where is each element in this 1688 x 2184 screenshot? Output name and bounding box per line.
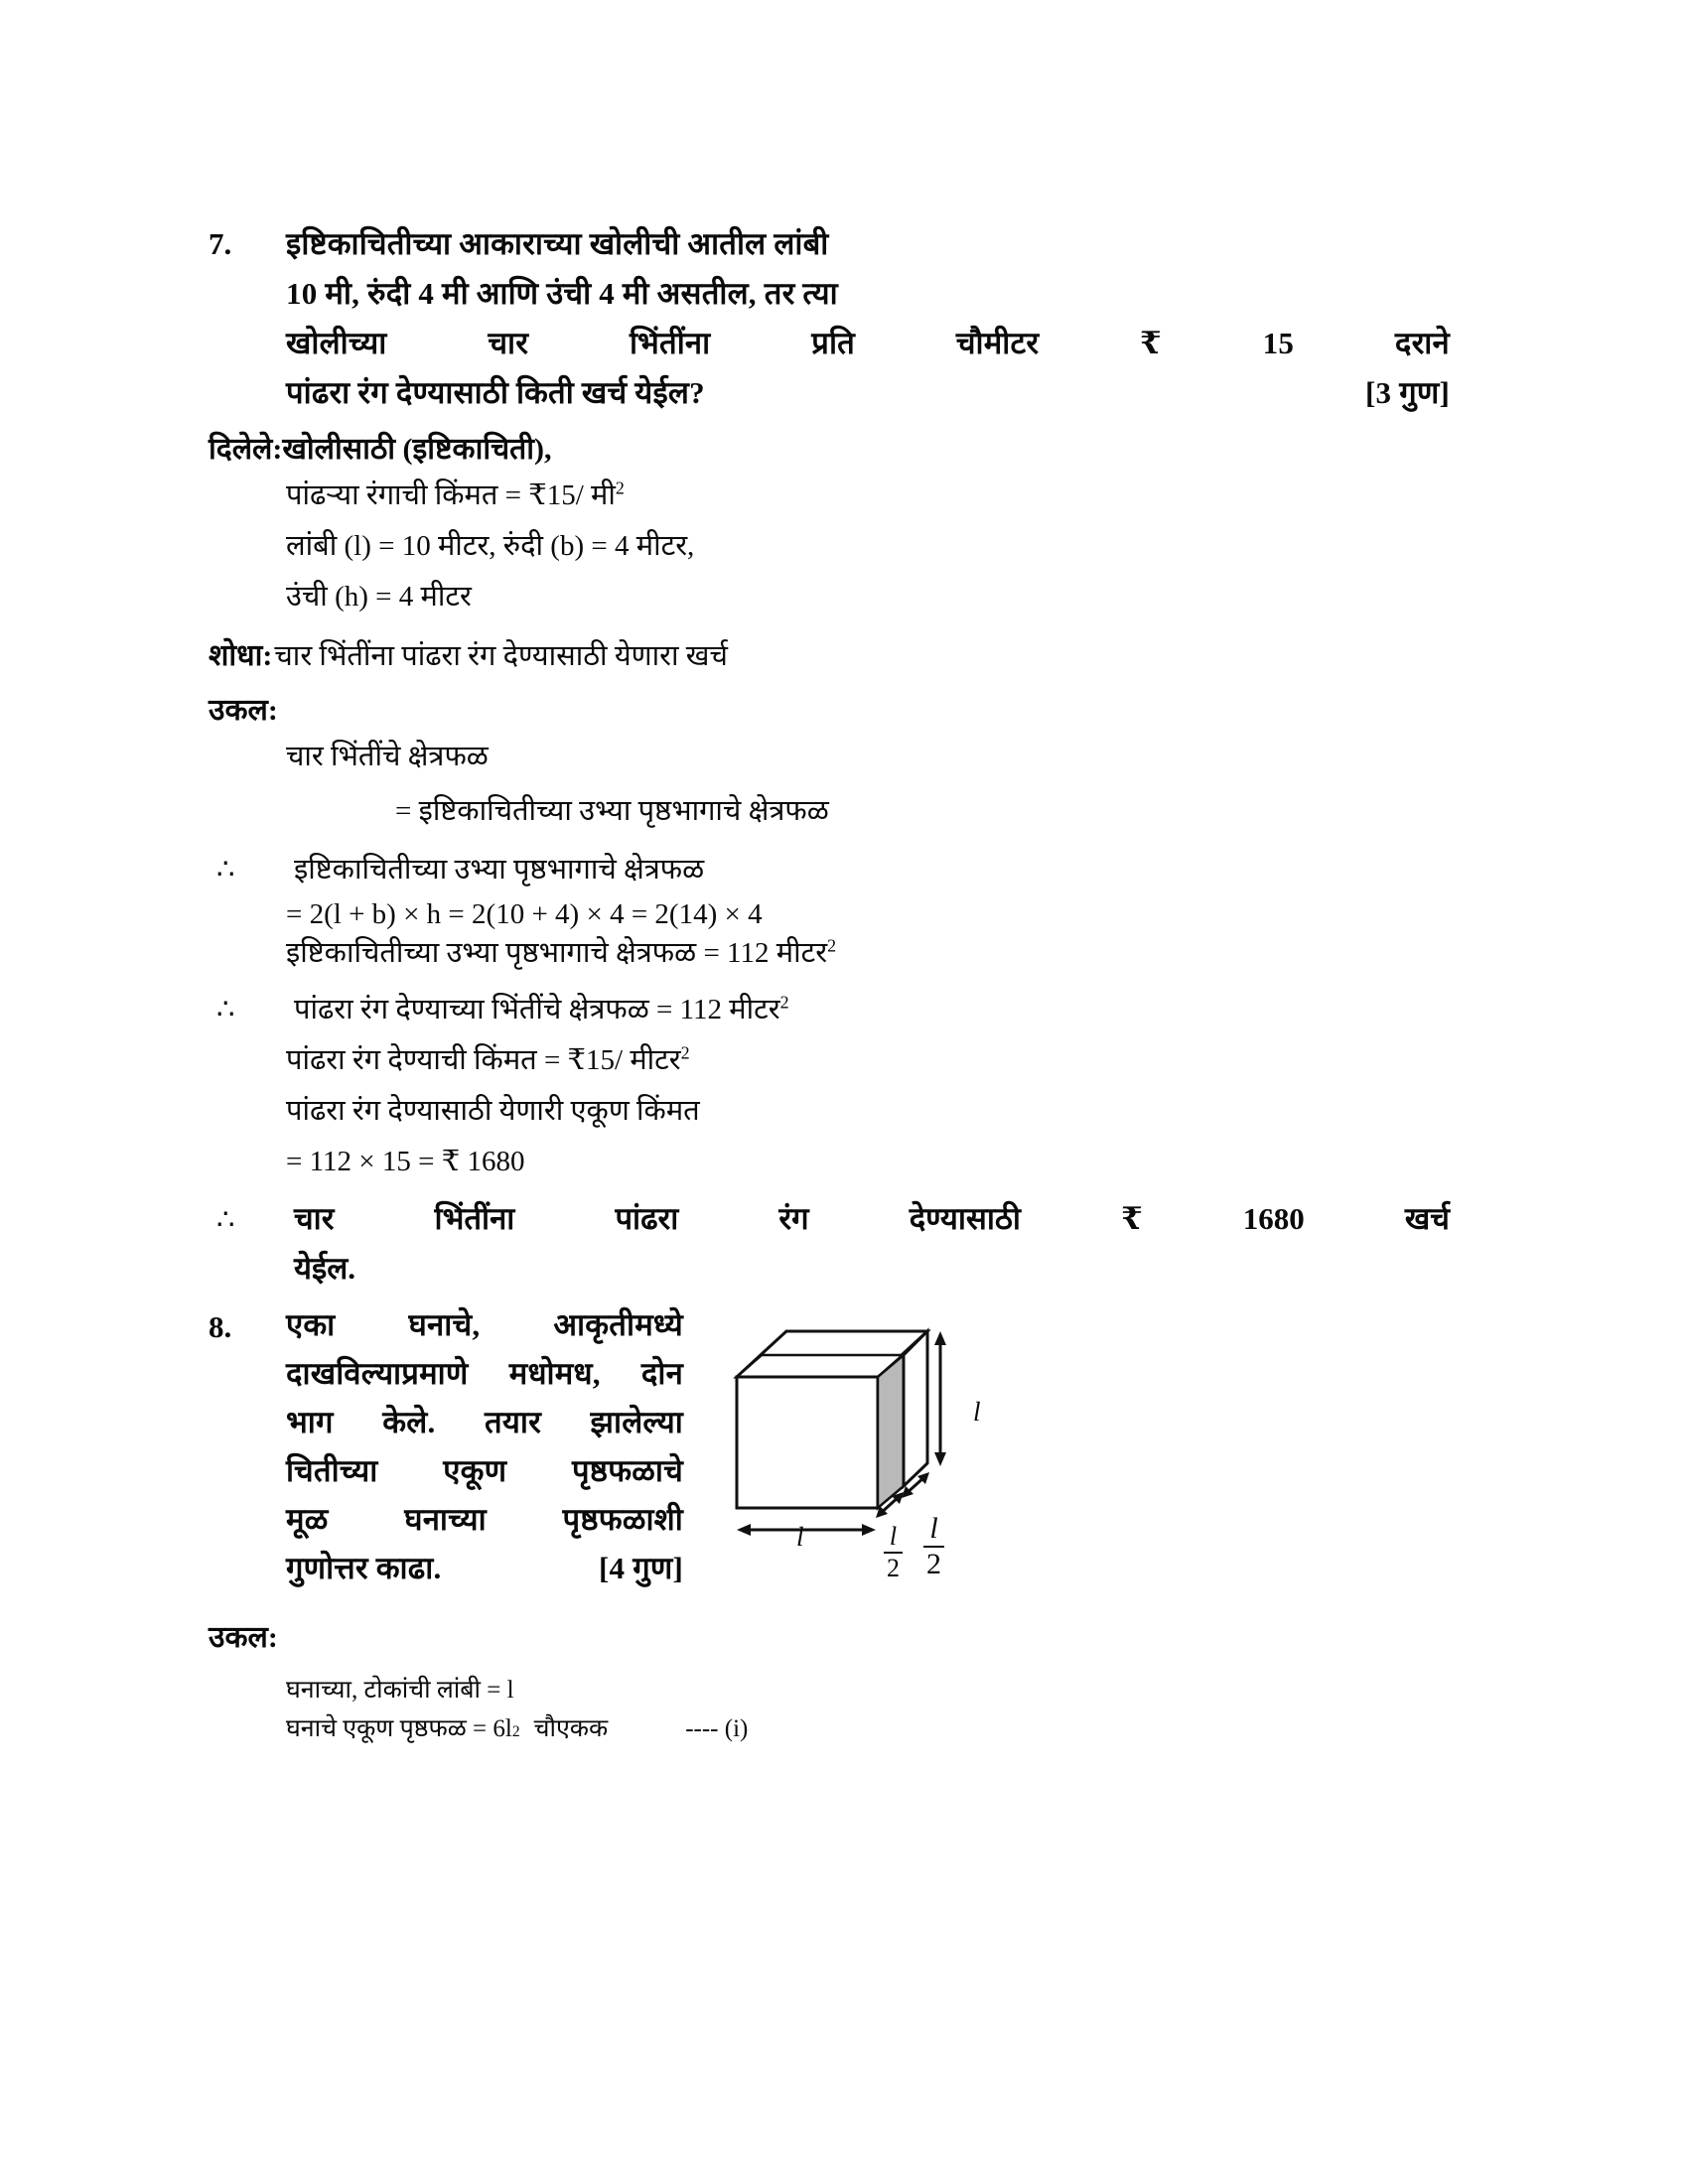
question-8-number: 8. — [209, 1309, 232, 1344]
concl-w8: खर्च — [1404, 1201, 1450, 1236]
given-item-price-text: पांढऱ्या रंगाची किंमत = ₹15/ मी — [286, 479, 616, 511]
solution-step-6-text: पांढरा रंग देण्याच्या भिंतींचे क्षेत्रफळ = 112 मीटर — [294, 994, 780, 1025]
q7-l3-w5: चौमीटर — [955, 326, 1040, 360]
question-8-line-1 — [286, 1309, 683, 1340]
solution-step-6-row — [209, 992, 1450, 1046]
given-label: दिलेले: — [209, 433, 283, 466]
q8-l4-w3: पृष्ठफळाचे — [571, 1453, 683, 1488]
concl-w6: ₹ — [1121, 1201, 1143, 1236]
given-header — [209, 427, 1450, 468]
solution-step-6-body — [294, 992, 1450, 1046]
solution-step-8: पांढरा रंग देण्यासाठी येणारी एकूण किंमत — [286, 1095, 700, 1127]
question-8-text — [286, 1309, 683, 1601]
q8-l2-w2: मधोमध, — [508, 1356, 601, 1391]
concl-w3: पांढरा — [615, 1201, 679, 1236]
q8-l4-w2: एकूण — [443, 1453, 507, 1488]
conclusion-row-7 — [209, 1202, 1450, 1284]
q8-l1-w1: एका — [286, 1307, 336, 1342]
concl-w4: रंग — [778, 1201, 809, 1236]
solution-step-3: इष्टिकाचितीच्या उभ्या पृष्ठभागाचे क्षेत्रफळ — [294, 854, 705, 886]
concl-w5: देण्यासाठी — [909, 1201, 1021, 1236]
given-item-length-breadth: लांबी (l) = 10 मीटर, रुंदी (b) = 4 मीटर, — [286, 530, 695, 562]
concl-w1: चार — [294, 1201, 335, 1236]
solution-step-7 — [286, 1042, 1450, 1076]
therefore-symbol-3: ∴ — [216, 1204, 235, 1236]
q8-l4-w1: चितीच्या — [286, 1453, 378, 1488]
therefore-symbol-2: ∴ — [216, 994, 235, 1025]
cube-depth-right-num: l — [929, 1512, 938, 1545]
cube-width-label: l — [796, 1522, 804, 1552]
question-7-line-4-text: पांढरा रंग देण्यासाठी किती खर्च येईल? — [286, 375, 705, 410]
question-7-line-1: इष्टिकाचितीच्या आकाराच्या खोलीची आतील लांबी — [286, 226, 829, 261]
cube-depth-left-den: 2 — [887, 1554, 900, 1582]
question-7-line-3 — [286, 328, 1450, 358]
solution-step-7-text: पांढरा रंग देण्याची किंमत = ₹15/ मीटर — [286, 1044, 681, 1076]
question-8-line-3 — [286, 1407, 683, 1437]
cube-depth-right-den: 2 — [926, 1548, 941, 1580]
question-7-line-2: 10 मी, रुंदी 4 मी आणि उंची 4 मी असतील, तर त्या — [286, 276, 838, 311]
solution-8-reference: ---- (i) — [685, 1715, 749, 1742]
q8-l3-w1: भाग — [286, 1405, 334, 1439]
question-8-line-5 — [286, 1504, 683, 1535]
q8-l5-w3: पृष्ठफळाशी — [562, 1502, 683, 1537]
solution-step-2: = इष्टिकाचितीच्या उभ्या पृष्ठभागाचे क्षेत्रफळ — [395, 795, 829, 827]
cube-height-label: l — [973, 1397, 981, 1427]
given-item-price-sup: 2 — [615, 478, 625, 498]
q7-l3-w4: प्रति — [811, 326, 855, 360]
q8-l3-w4: झालेल्या — [590, 1405, 683, 1439]
solution-step-4: = 2(l + b) × h = 2(10 + 4) × 4 = 2(14) × 4 — [286, 898, 763, 930]
question-8-marks: [4 गुण] — [599, 1551, 683, 1585]
concl-w7: 1680 — [1242, 1201, 1305, 1236]
cube-depth-left-fraction — [884, 1524, 903, 1581]
q8-l5-w2: घनाच्या — [404, 1502, 487, 1537]
cube-figure — [709, 1309, 1450, 1607]
conclusion-7 — [294, 1203, 1450, 1284]
q7-l3-w1: खोलीच्या — [286, 326, 387, 360]
find-label: शोधा: — [209, 639, 273, 672]
solution-step-9: = 112 × 15 = ₹ 1680 — [286, 1146, 525, 1177]
solution-8-line-2: घनाचे एकूण पृष्ठफळ = 6l 2 चौएकक ---- (i) — [286, 1715, 749, 1742]
cube-depth-left-num: l — [889, 1522, 898, 1551]
q8-l5-w1: मूळ — [286, 1502, 329, 1537]
solution-step-7-sup: 2 — [680, 1042, 690, 1063]
cube-depth-right-fraction — [923, 1514, 944, 1579]
find-text: चार भिंतींना पांढरा रंग देण्यासाठी येणारा खर्च — [274, 640, 728, 672]
q8-l3-w3: तयार — [485, 1405, 541, 1439]
question-7-line-4 — [286, 377, 1450, 408]
solution-step-1: चार भिंतींचे क्षेत्रफळ — [286, 741, 489, 772]
q7-l3-w2: चार — [488, 326, 529, 360]
concl-w2: भिंतींना — [434, 1201, 515, 1236]
solution-step-3-body — [294, 856, 1450, 900]
q7-l3-w6: ₹ — [1140, 326, 1162, 360]
solution-step-6-sup: 2 — [779, 992, 789, 1013]
question-7-marks: [3 गुण] — [1365, 375, 1450, 410]
solution-header-8 — [209, 1615, 1450, 1656]
solution-step-5-text: इष्टिकाचितीच्या उभ्या पृष्ठभागाचे क्षेत्रफळ = 112 मीटर — [286, 937, 828, 969]
page-content — [209, 226, 1450, 1763]
q7-l3-w8: दराने — [1394, 326, 1450, 360]
solution-step-5 — [286, 935, 1450, 969]
given-item-height: उंची (h) = 4 मीटर — [286, 581, 472, 613]
q8-l1-w3: आकृतीमध्ये — [553, 1307, 683, 1342]
therefore-symbol-1: ∴ — [216, 854, 235, 886]
q7-l3-w3: भिंतींना — [630, 326, 711, 360]
solution-step-6 — [294, 992, 1450, 1025]
question-8-block — [209, 1309, 1450, 1607]
solution-step-3-row — [209, 852, 1450, 900]
solution-8-line-2-text: घनाचे एकूण पृष्ठफळ = 6l — [286, 1715, 512, 1742]
q8-l2-w3: दोन — [640, 1356, 683, 1391]
solution-8-line-2-unit: चौएकक — [533, 1715, 609, 1742]
given-item-price — [286, 478, 1450, 511]
question-8-line-6 — [286, 1553, 683, 1583]
solution-label-8: उकल: — [209, 1621, 278, 1654]
question-8-line-2 — [286, 1358, 683, 1389]
question-8-line-6-text: गुणोत्तर काढा. — [286, 1551, 442, 1585]
cube-split-icon — [729, 1319, 987, 1587]
q7-l3-w7: 15 — [1262, 326, 1295, 360]
find-header — [209, 633, 1450, 674]
question-7-number: 7. — [209, 226, 232, 261]
question-7-block — [209, 226, 1450, 427]
solution-step-5-sup: 2 — [827, 935, 837, 956]
conclusion-7-line-1 — [294, 1203, 1450, 1234]
given-label-text: खोलीसाठी (इष्टिकाचिती), — [282, 433, 552, 466]
solution-label-7: उकल: — [209, 694, 278, 727]
question-8-line-4 — [286, 1455, 683, 1486]
q8-l1-w2: घनाचे, — [408, 1307, 481, 1342]
question-7-text — [286, 228, 1450, 427]
solution-header-7 — [209, 688, 1450, 729]
q8-l3-w2: केले. — [382, 1405, 436, 1439]
solution-8-line-1: घनाच्या, टोकांची लांबी = l — [286, 1677, 514, 1704]
q8-l2-w1: दाखविल्याप्रमाणे — [286, 1356, 469, 1391]
conclusion-7-line-2: येईल. — [294, 1251, 355, 1286]
